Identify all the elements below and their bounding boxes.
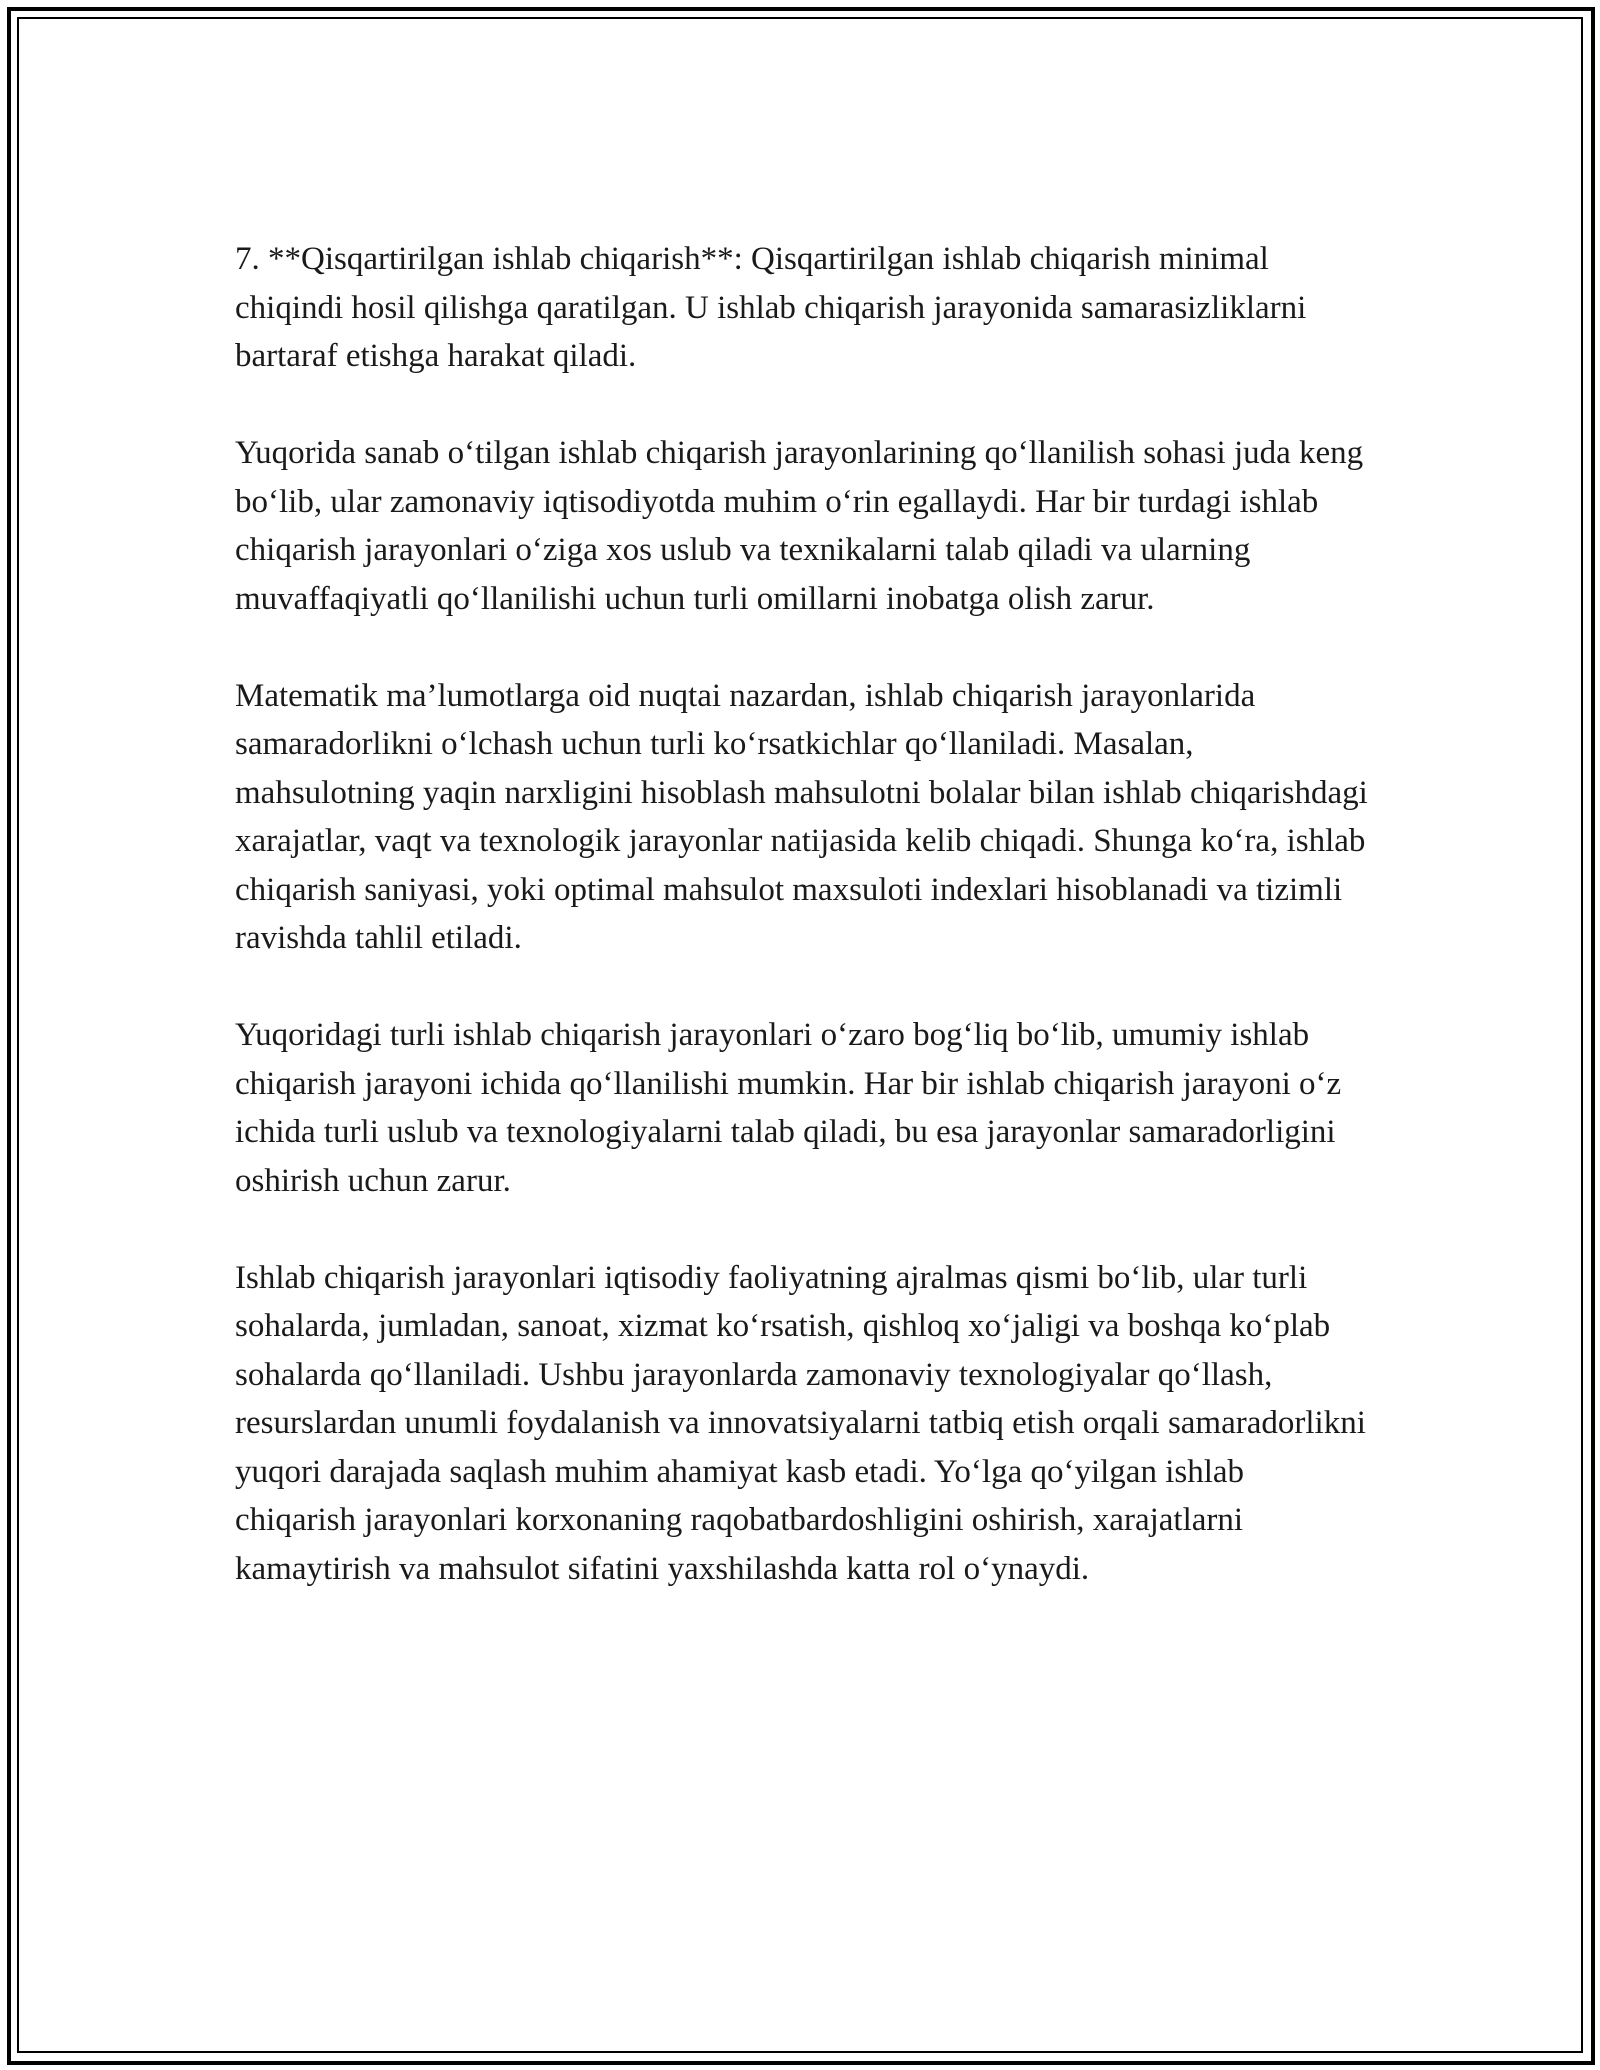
paragraph-lean-production: 7. **Qisqartirilgan ishlab chiqarish**: Qisqartirilgan ishlab chiqarish minimal chiqindi hosil qilishga qaratilgan. U ishlab chiqarish jarayonida samarasizliklarni bartaraf etishga harakat qiladi. — [235, 241, 1307, 374]
document-body — [235, 235, 1370, 1642]
paragraph-economic-role: Ishlab chiqarish jarayonlari iqtisodiy faoliyatning ajralmas qismi bo‘lib, ular turli sohalarda, jumladan, sanoat, xizmat ko‘rsatish, qishloq xo‘jaligi va boshqa ko‘plab sohalarda qo‘llaniladi. Ushbu jarayonlarda zamonaviy texnologiyalar qo‘llash, resurslardan unumli foydalanish va innovatsiyalarni tatbiq etish orqali samaradorlikni yuqori darajada saqlash muhim ahamiyat kasb etadi. Yo‘lga qo‘yilgan ishlab chiqarish jarayonlari korxonaning raqobatbardoshligini oshirish, xarajatlarni kamaytirish va mahsulot sifatini yaxshilashda katta rol o‘ynaydi. — [235, 1259, 1366, 1587]
paragraph-application-scope: Yuqorida sanab o‘tilgan ishlab chiqarish jarayonlarining qo‘llanilish sohasi juda keng bo‘lib, ular zamonaviy iqtisodiyotda muhim o‘rin egallaydi. Har bir turdagi ishlab chiqarish jarayonlari o‘ziga xos uslub va texnikalarni talab qiladi va ularning muvaffaqiyatli qo‘llanilishi uchun turli omillarni inobatga olish zarur. — [235, 435, 1364, 617]
paragraph-interrelated-processes: Yuqoridagi turli ishlab chiqarish jarayonlari o‘zaro bog‘liq bo‘lib, umumiy ishlab chiqarish jarayoni ichida qo‘llanilishi mumkin. Har bir ishlab chiqarish jarayoni o‘z ichida turli uslub va texnologiyalarni talab qiladi, bu esa jarayonlar samaradorligini oshirish uchun zarur. — [235, 1017, 1342, 1199]
paragraph-mathematical-view: Matematik ma’lumotlarga oid nuqtai nazardan, ishlab chiqarish jarayonlarida samaradorlikni o‘lchash uchun turli ko‘rsatkichlar qo‘llaniladi. Masalan, mahsulotning yaqin narxligini hisoblash mahsulotni bolalar bilan ishlab chiqarishdagi xarajatlar, vaqt va texnologik jarayonlar natijasida kelib chiqadi. Shunga ko‘ra, ishlab chiqarish saniyasi, yoki optimal mahsulot maxsuloti indexlari hisoblanadi va tizimli ravishda tahlil etiladi. — [235, 677, 1368, 956]
